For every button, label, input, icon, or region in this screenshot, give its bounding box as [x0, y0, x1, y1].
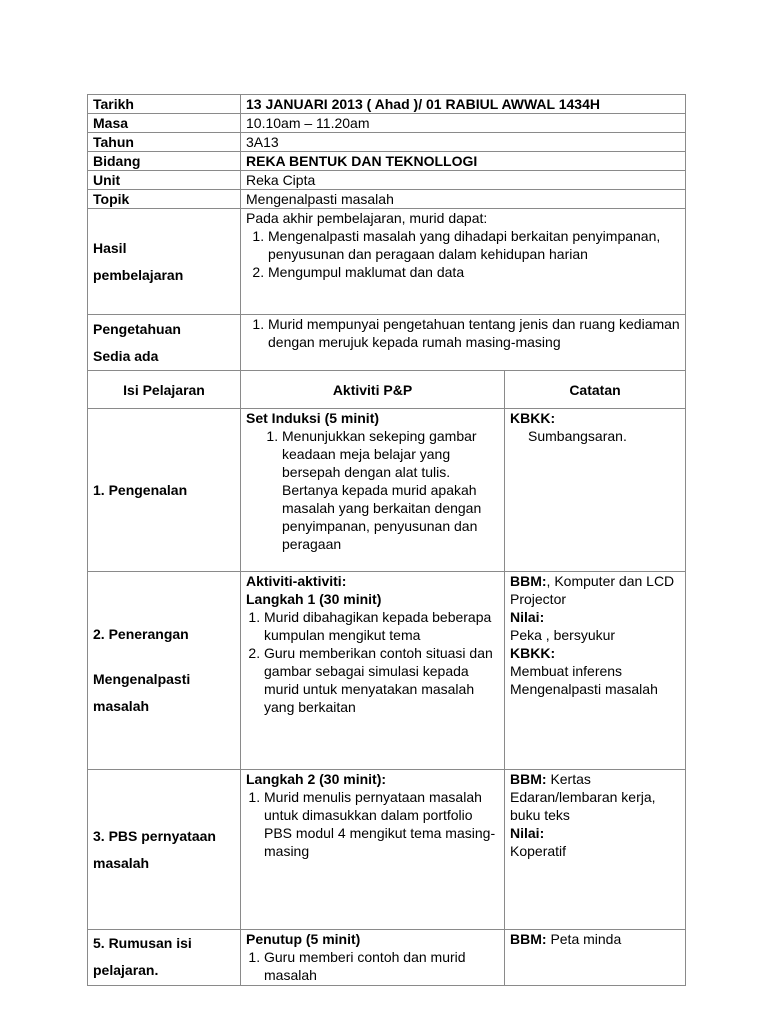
- row-pengenalan: [88, 409, 686, 572]
- pbs-item: 1. Murid menulis pernyataan masalah untuk dimasukkan dalam portfolio PBS modul 4 mengikut tema masing-masing: [264, 788, 499, 860]
- row-hasil: [88, 209, 686, 315]
- rumusan-bbm: [510, 930, 680, 948]
- rumusan-activity: [241, 930, 505, 986]
- pbs-note: [505, 770, 686, 930]
- pbs-bbm: [510, 770, 680, 824]
- label-unit: Unit: [88, 171, 241, 190]
- label-hasil-2: pembelajaran: [93, 266, 184, 283]
- kbkk-text-2: Mengenalpasti masalah: [510, 681, 658, 697]
- label-penerangan: [88, 572, 241, 770]
- row-pengetahuan: [88, 315, 686, 371]
- bbm-text: Kertas Edaran/lembaran kerja, buku teks: [510, 771, 656, 823]
- row-column-headers: [88, 371, 686, 409]
- label-penerangan-2: Mengenalpasti: [93, 671, 191, 687]
- label-pengetahuan-2: Sedia ada: [93, 347, 159, 364]
- row-bidang: [88, 152, 686, 171]
- kbkk-label: KBKK:: [510, 645, 556, 661]
- col-header-catatan: Catatan: [505, 371, 686, 409]
- bbm-text: , Komputer dan LCD Projector: [510, 573, 675, 607]
- pengenalan-list: [246, 427, 499, 553]
- bbm-label: BBM:: [510, 931, 547, 947]
- pbs-heading: Langkah 2 (30 minit):: [246, 771, 387, 787]
- value-tahun: 3A13: [241, 133, 686, 152]
- rumusan-item: 1. Guru memberi contoh dan murid masalah: [264, 948, 499, 984]
- value-unit: Reka Cipta: [241, 171, 686, 190]
- label-pengetahuan-1: Pengetahuan: [93, 320, 181, 337]
- value-tarikh: 13 JANUARI 2013 ( Ahad )/ 01 RABIUL AWWAL 1434H: [241, 95, 686, 114]
- rumusan-heading: Penutup (5 minit): [246, 931, 361, 947]
- label-rumusan: [88, 930, 241, 986]
- pengenalan-note-text: Sumbangsaran.: [528, 428, 627, 444]
- pengenalan-note-label: KBKK:: [510, 410, 556, 426]
- row-penerangan: [88, 572, 686, 770]
- penerangan-note: [505, 572, 686, 770]
- label-hasil: [88, 209, 241, 315]
- lesson-plan-table: [87, 94, 686, 986]
- row-unit: [88, 171, 686, 190]
- value-masa: 10.10am – 11.20am: [241, 114, 686, 133]
- col-header-isi: Isi Pelajaran: [88, 371, 241, 409]
- penerangan-heading-2: Langkah 1 (30 minit): [246, 591, 382, 607]
- pbs-activity: [241, 770, 505, 930]
- row-pbs: [88, 770, 686, 930]
- pbs-list: [246, 788, 499, 860]
- nilai-label: Nilai:: [510, 825, 545, 841]
- bbm-label: BBM:: [510, 771, 547, 787]
- pengetahuan-list: [246, 315, 680, 351]
- pengetahuan-item: 1. Murid mempunyai pengetahuan tentang jenis dan ruang kediaman dengan merujuk kepada rumah masing-masing: [268, 315, 680, 351]
- row-tarikh: [88, 95, 686, 114]
- label-pbs-1: 3. PBS pernyataan: [93, 827, 216, 844]
- nilai-text: Peka , bersyukur: [510, 627, 616, 643]
- nilai-text: Koperatif: [510, 843, 567, 859]
- label-tahun: Tahun: [88, 133, 241, 152]
- label-topik: Topik: [88, 190, 241, 209]
- rumusan-note: [505, 930, 686, 986]
- col-header-aktiviti: Aktiviti P&P: [241, 371, 505, 409]
- hasil-content: [241, 209, 686, 315]
- row-topik: [88, 190, 686, 209]
- penerangan-list: [246, 608, 499, 716]
- pengenalan-note: [505, 409, 686, 572]
- penerangan-item: 2. Guru memberikan contoh situasi dan gambar sebagai simulasi kepada murid untuk menyatakan masalah yang berkaitan: [264, 644, 499, 716]
- value-topik: Mengenalpasti masalah: [241, 190, 686, 209]
- pengenalan-activity: [241, 409, 505, 572]
- label-pengetahuan: [88, 315, 241, 371]
- hasil-intro: Pada akhir pembelajaran, murid dapat:: [246, 210, 488, 226]
- hasil-list: [246, 227, 680, 281]
- label-pengenalan: 1. Pengenalan: [88, 409, 241, 572]
- pengenalan-item: 1. Menunjukkan sekeping gambar keadaan meja belajar yang bersepah dengan alat tulis. Bertanya kepada murid apakah masalah yang berkaitan dengan penyimpanan, penyusunan dan peragaan: [282, 427, 499, 553]
- label-hasil-1: Hasil: [93, 239, 127, 256]
- penerangan-activity: [241, 572, 505, 770]
- bbm-text: Peta minda: [550, 931, 622, 947]
- label-rumusan-2: pelajaran.: [93, 962, 159, 978]
- label-rumusan-1: 5. Rumusan isi: [93, 935, 192, 951]
- penerangan-heading-1: Aktiviti-aktiviti:: [246, 573, 347, 589]
- label-penerangan-3: masalah: [93, 698, 150, 714]
- rumusan-list: [246, 948, 499, 984]
- label-bidang: Bidang: [88, 152, 241, 171]
- row-masa: [88, 114, 686, 133]
- label-masa: Masa: [88, 114, 241, 133]
- bbm-label: BBM:: [510, 573, 547, 589]
- penerangan-bbm: [510, 572, 680, 608]
- pengetahuan-content: [241, 315, 686, 371]
- pengenalan-heading: Set Induksi (5 minit): [246, 410, 380, 426]
- hasil-item: 1. Mengenalpasti masalah yang dihadapi berkaitan penyimpanan, penyusunan dan peragaan dalam kehidupan harian: [268, 227, 680, 263]
- penerangan-item: 1. Murid dibahagikan kepada beberapa kumpulan mengikut tema: [264, 608, 499, 644]
- hasil-item: 2. Mengumpul maklumat dan data: [268, 263, 680, 281]
- nilai-label: Nilai:: [510, 609, 545, 625]
- value-bidang: REKA BENTUK DAN TEKNOLLOGI: [241, 152, 686, 171]
- kbkk-text-1: Membuat inferens: [510, 663, 623, 679]
- label-pbs: [88, 770, 241, 930]
- row-rumusan: [88, 930, 686, 986]
- row-tahun: [88, 133, 686, 152]
- label-penerangan-1: 2. Penerangan: [93, 626, 189, 642]
- label-tarikh: Tarikh: [88, 95, 241, 114]
- label-pbs-2: masalah: [93, 854, 150, 871]
